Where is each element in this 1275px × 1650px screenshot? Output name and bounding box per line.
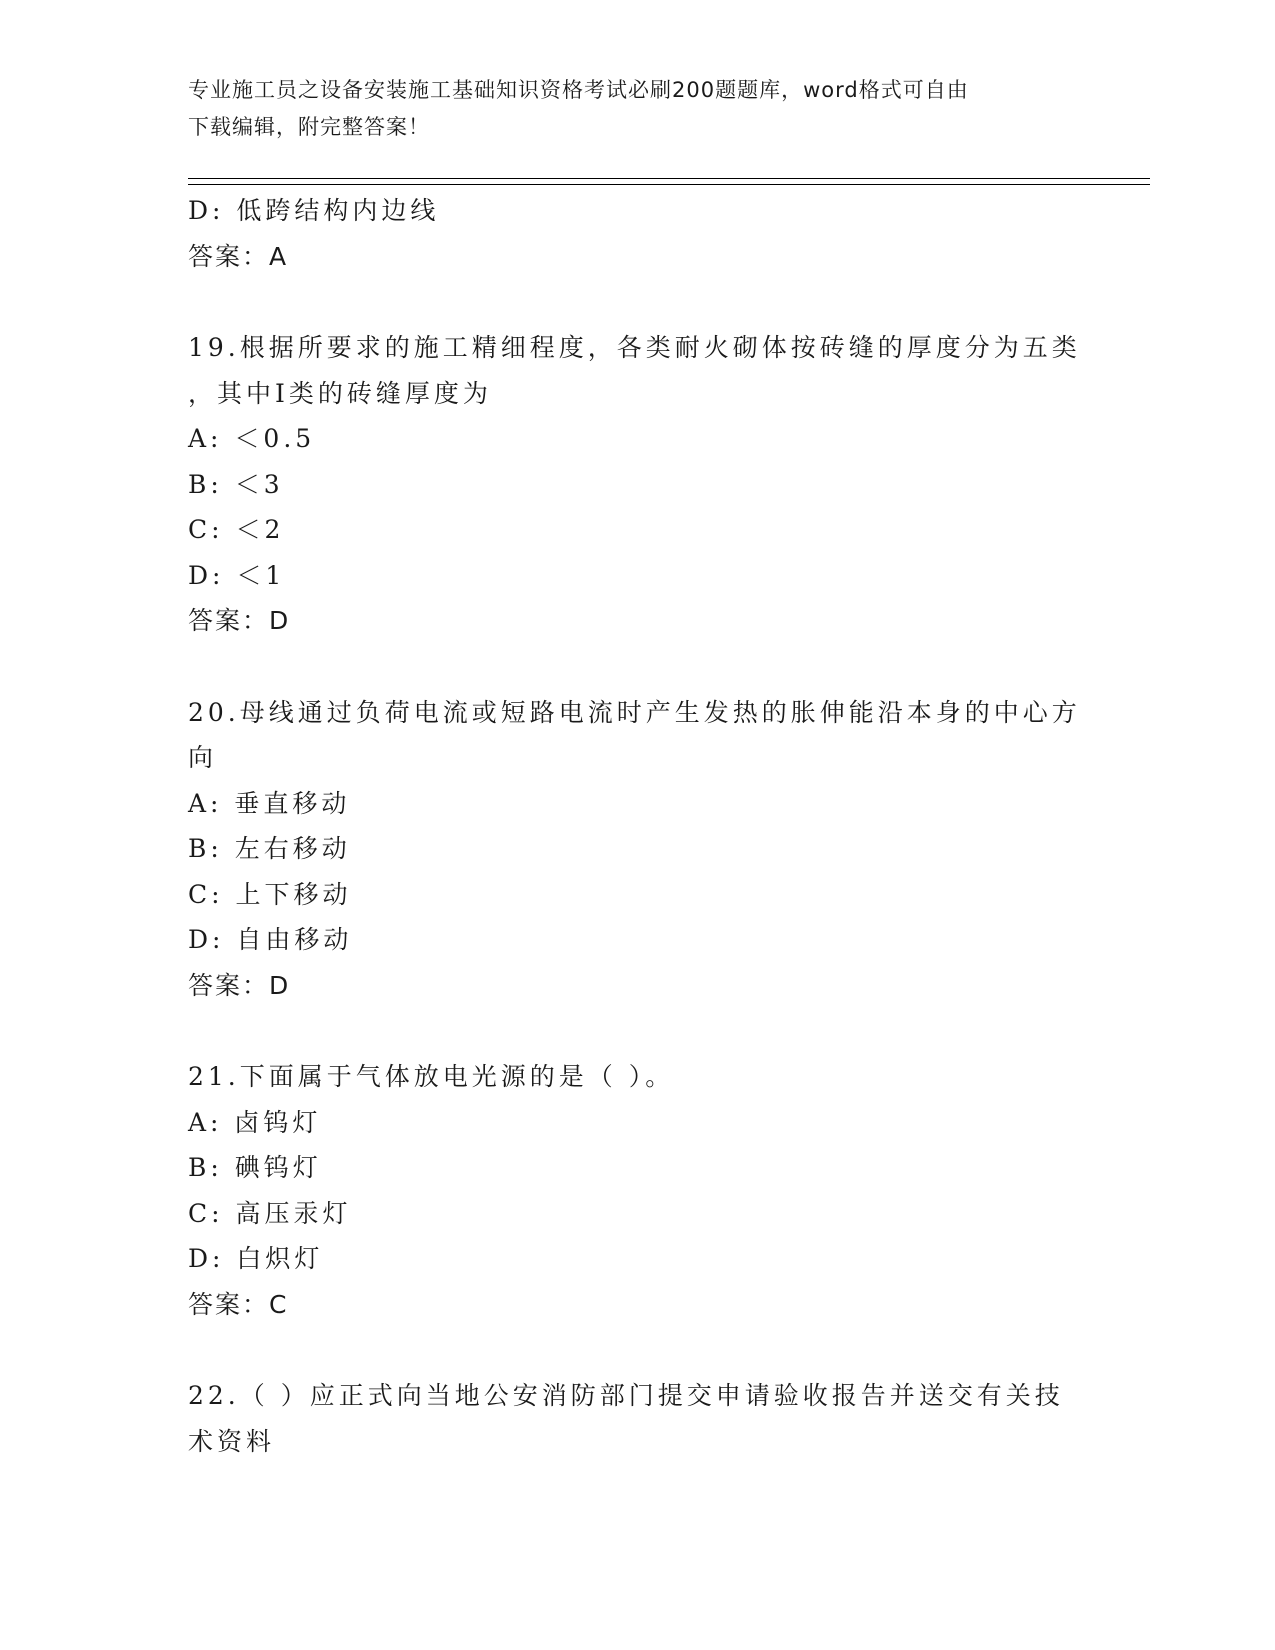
option-c: C: 高压汞灯 [188,1198,352,1228]
question-text: 20.母线通过负荷电流或短路电流时产生发热的胀伸能沿本身的中心方 [188,697,1081,727]
option-d: D: 自由移动 [188,925,353,954]
header-divider-bottom [188,184,1150,185]
header-line-2: 下载编辑，附完整答案！ [188,115,430,139]
answer: 答案：A [188,241,289,271]
question-text: 向 [188,743,218,772]
header-divider-top [188,178,1150,179]
question-20 [188,690,1081,1009]
option-a: A: ＜0.5 [188,424,316,453]
option-c: C: 上下移动 [188,879,352,909]
option-b: B: ＜3 [188,469,284,499]
question-text: ，其中Ⅰ类的砖缝厚度为 [188,378,492,408]
question-text: 术资料 [188,1426,276,1456]
question-21 [188,1054,1068,1327]
question-text: 21.下面属于气体放电光源的是（ ）。 [188,1062,675,1091]
answer: 答案：D [188,606,291,635]
option-b: B: 碘钨灯 [188,1153,322,1182]
option-d: D: 低跨结构内边线 [188,196,440,225]
option-c: C: ＜2 [188,515,285,544]
option-d: D: ＜1 [188,560,286,590]
question-text: 19.根据所要求的施工精细程度，各类耐火砌体按砖缝的厚度分为五类 [188,333,1081,362]
option-a: A: 卤钨灯 [188,1107,322,1137]
document-header [188,72,1068,146]
question-19 [188,325,1081,644]
option-a: A: 垂直移动 [188,788,351,818]
answer: 答案：C [188,1289,289,1319]
header-line-1: 专业施工员之设备安装施工基础知识资格考试必刷200题题库，word格式可自由 [188,78,969,102]
question-22 [188,1373,1068,1464]
question-content [188,188,1081,1464]
answer: 答案：D [188,970,291,1000]
question-text: 22.（ ）应正式向当地公安消防部门提交申请验收报告并送交有关技 [188,1381,1064,1410]
option-b: B: 左右移动 [188,834,351,863]
option-d: D: 白炽灯 [188,1244,324,1273]
